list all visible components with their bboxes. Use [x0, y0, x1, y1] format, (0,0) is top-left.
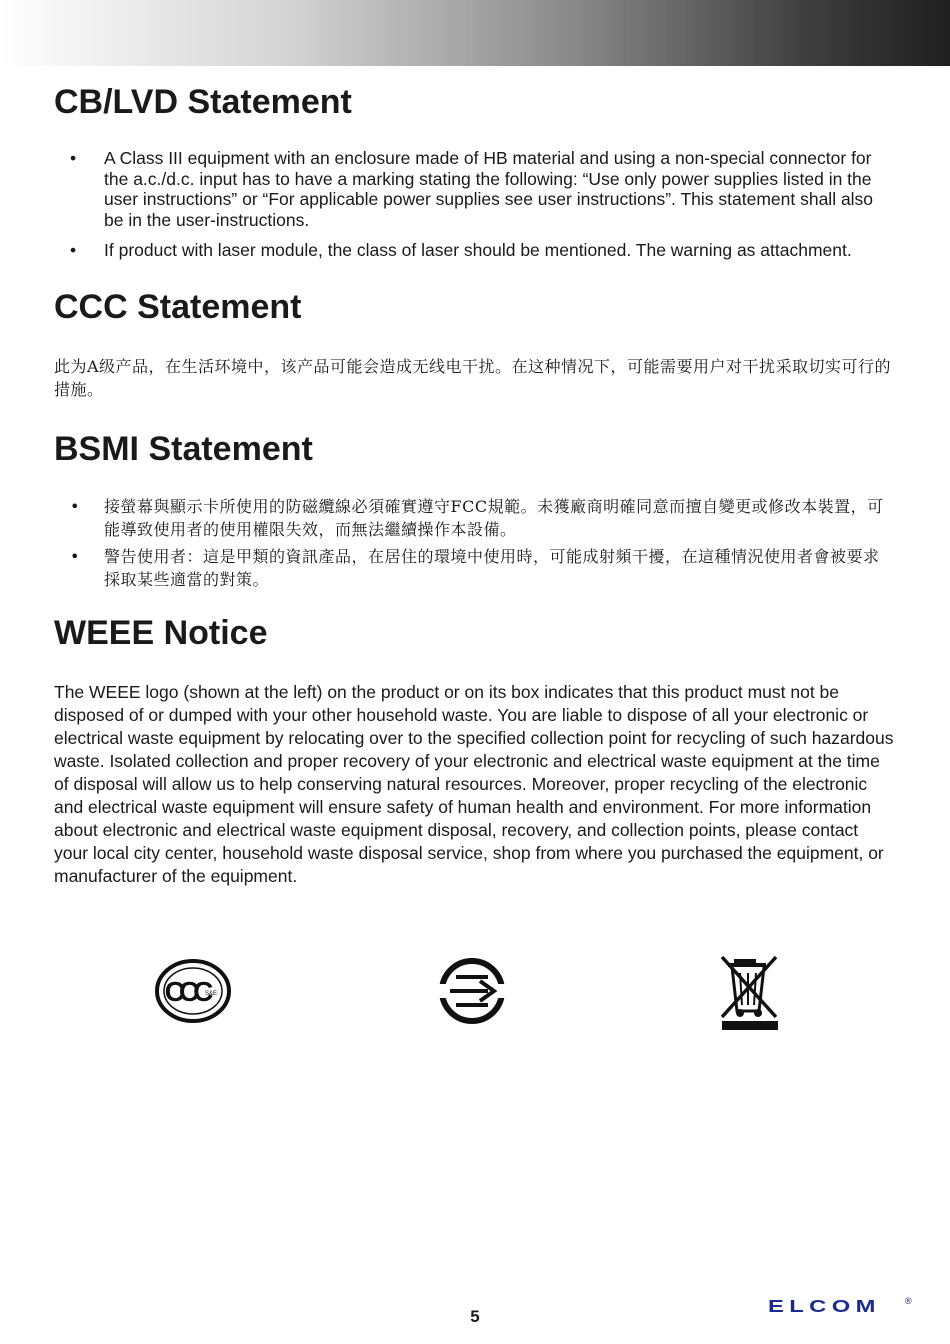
list-item: [54, 148, 894, 230]
ccc-mark-label: CCC: [164, 976, 208, 1007]
brand-logo: [768, 1290, 918, 1323]
bullet-marker: •: [70, 148, 77, 168]
bsmi-heading: BSMI Statement: [54, 429, 313, 468]
bsmi-bullet-text-1: 接螢幕與顯示卡所使用的防磁纜線必須確實遵守FCC規範。未獲廠商明確同意而擅自變更或修改本裝置，可能導致使用者的使用權限失效，而無法繼續操作本設備。: [104, 496, 884, 539]
page-content: [54, 80, 894, 888]
brand-registered-mark: ®: [905, 1296, 912, 1306]
weee-section: [54, 611, 894, 888]
ccc-statement-text: 此为A级产品，在生活环境中，该产品可能会造成无线电干扰。在这种情况下，可能需要用户对干扰采取切实可行的措施。: [54, 356, 892, 399]
bsmi-section: [54, 427, 894, 591]
cblvd-bullet-list: [54, 148, 894, 261]
bsmi-mark-icon: [436, 955, 508, 1032]
page-number: 5: [470, 1307, 480, 1326]
bullet-marker: •: [70, 546, 80, 566]
ccc-mark-icon: [153, 958, 233, 1029]
list-item: [54, 495, 894, 541]
list-item: [54, 240, 894, 261]
cblvd-bullet-text-2: If product with laser module, the class of laser should be mentioned. The warning as attachment.: [104, 240, 852, 260]
bsmi-bullet-list: [54, 495, 894, 591]
ccc-section: [54, 285, 894, 401]
weee-crossed-bin-icon: [718, 953, 784, 1038]
ccc-heading: CCC Statement: [54, 287, 302, 326]
cblvd-section: [54, 80, 894, 261]
brand-name: ELCOM: [768, 1296, 881, 1316]
weee-heading: WEEE Notice: [54, 613, 268, 652]
cblvd-heading: CB/LVD Statement: [54, 83, 352, 121]
header-gradient-bar: [0, 0, 950, 66]
ccc-mark-sublabel: S&E: [204, 991, 218, 997]
cblvd-bullet-text-1: A Class III equipment with an enclosure made of HB material and using a non-special connector for the a.c./d.c. input has to have a marking stating the following: “Use only power supplies listed in the user instructions” or “For applicable power supplies see user instructions”. This statement shall also be in the user-instructions.: [104, 148, 874, 230]
list-item: [54, 545, 894, 591]
bullet-marker: •: [70, 496, 80, 516]
bullet-marker: •: [70, 240, 77, 260]
weee-notice-text: The WEEE logo (shown at the left) on the product or on its box indicates that this product must not be disposed of or dumped with your other household waste. You are liable to dispose of all your electronic or electrical waste equipment by relocating over to the specified collection point for recycling of such hazardous waste. Isolated collection and proper recovery of your electronic and electrical waste equipment at the time of disposal will allow us to help conserving natural resources. Moreover, proper recycling of the electronic and electrical waste equipment will ensure safety of human health and environment. For more information about electronic and electrical waste equipment disposal, recovery, and collection points, please contact your local city center, household waste disposal service, shop from where you purchased the equipment, or manufacturer of the equipment.: [54, 681, 894, 886]
bsmi-bullet-text-2: 警告使用者：這是甲類的資訊產品，在居住的環境中使用時，可能成射頻干擾，在這種情況使用者會被要求採取某些適當的對策。: [104, 546, 880, 589]
